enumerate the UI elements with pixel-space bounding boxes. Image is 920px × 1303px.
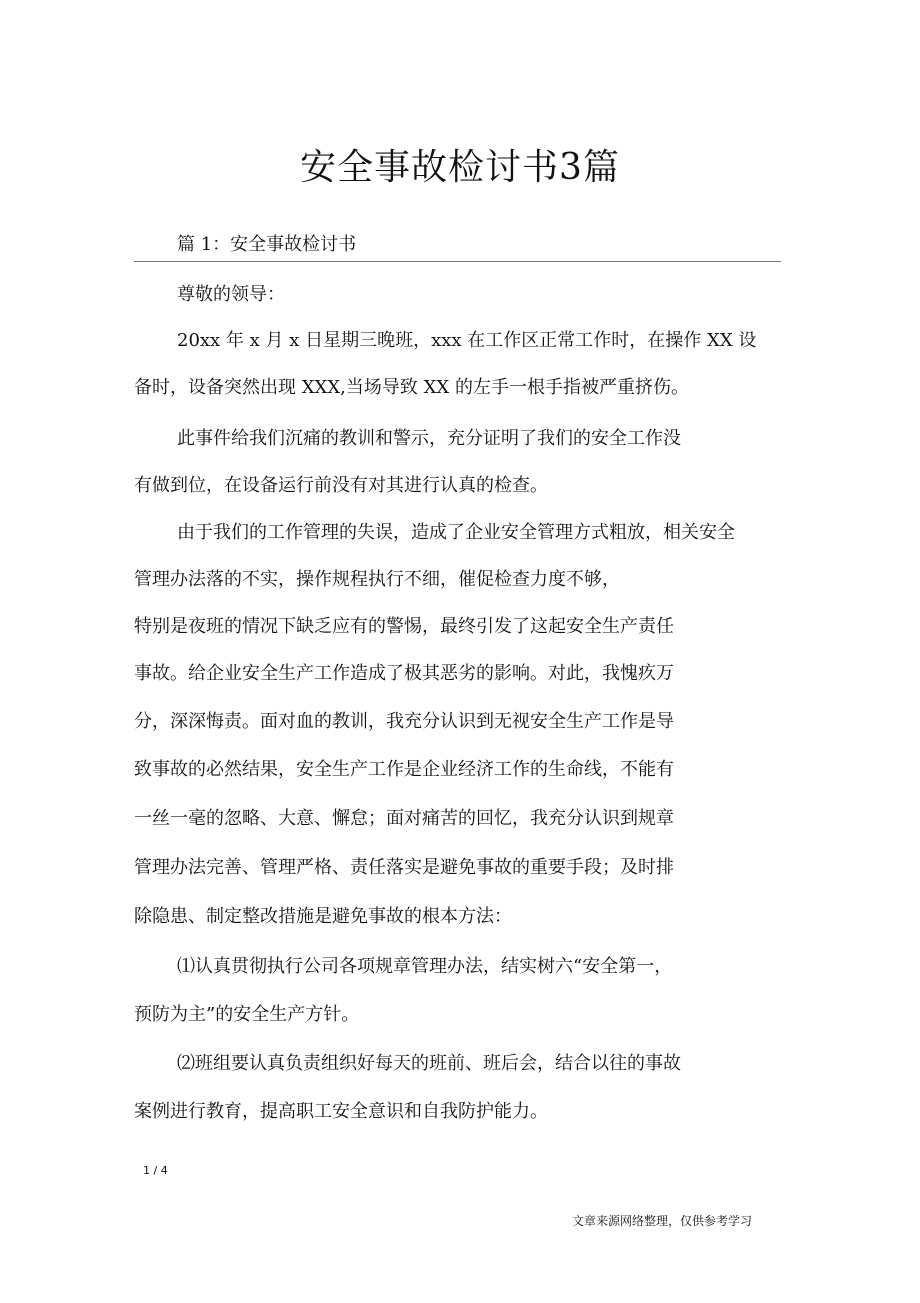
paragraph-line: 备时，设备突然出现 XXX,当场导致 XX 的左手一根手指被严重挤伤。: [134, 377, 689, 398]
list-item-2-continued: 案例进行教育，提高职工安全意识和自我防护能力。: [134, 1101, 548, 1122]
list-item-1-continued: 预防为主”的安全生产方针。: [134, 1004, 360, 1025]
paragraph-line: 有做到位，在设备运行前没有对其进行认真的检查。: [134, 475, 548, 496]
paragraph-line: 特别是夜班的情况下缺乏应有的警惕，最终引发了这起安全生产责任: [134, 616, 674, 637]
list-item-1: ⑴认真贯彻执行公司各项规章管理办法，结实树六“安全第一，: [177, 956, 673, 977]
paragraph-line: 此事件给我们沉痛的教训和警示，充分证明了我们的安全工作没: [177, 428, 681, 449]
document-title: 安全事故检讨书3篇: [300, 147, 620, 188]
paragraph-line: 除隐患、制定整改措施是避免事故的根本方法：: [134, 906, 512, 927]
paragraph-line: 20xx 年 x 月 x 日星期三晚班，xxx 在工作区正常工作时，在操作 XX 设: [177, 330, 757, 351]
paragraph-line: 事故。给企业安全生产工作造成了极其恶劣的影响。对此，我愧疚万: [134, 663, 674, 684]
paragraph-line: 一丝一毫的忽略、大意、懈怠；面对痛苦的回忆，我充分认识到规章: [134, 808, 674, 829]
footer-note: 文章来源网络整理，仅供参考学习: [572, 1214, 753, 1228]
paragraph-line: 管理办法落的不实，操作规程执行不细，催促检查力度不够，: [134, 569, 620, 590]
list-item-2: ⑵班组要认真负责组织好每天的班前、班后会，结合以往的事故: [177, 1053, 681, 1074]
heading-divider: [134, 261, 781, 262]
salutation: 尊敬的领导：: [177, 284, 285, 305]
page-number: 1 / 4: [143, 1164, 168, 1177]
section-heading: 篇 1：安全事故检讨书: [177, 234, 357, 255]
paragraph-line: 管理办法完善、管理严格、责任落实是避免事故的重要手段；及时排: [134, 857, 674, 878]
paragraph-line: 分，深深悔责。面对血的教训，我充分认识到无视安全生产工作是导: [134, 711, 674, 732]
paragraph-line: 由于我们的工作管理的失误，造成了企业安全管理方式粗放，相关安全: [177, 522, 735, 543]
paragraph-line: 致事故的必然结果，安全生产工作是企业经济工作的生命线，不能有: [134, 759, 674, 780]
